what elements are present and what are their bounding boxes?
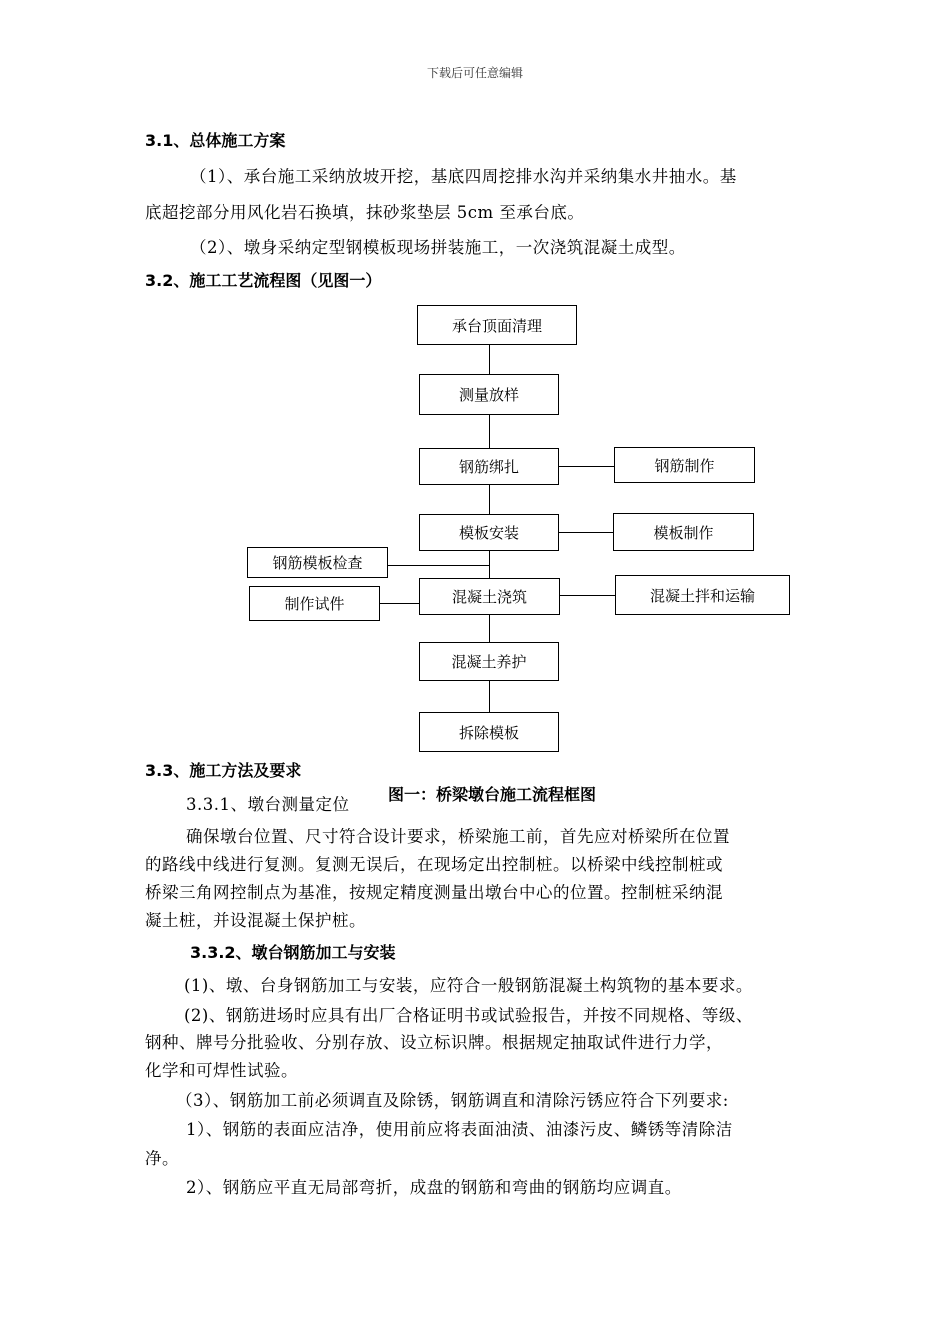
s332-item1: (1)、墩、台身钢筋加工与安装，应符合一般钢筋混凝土构筑物的基本要求。 bbox=[184, 976, 753, 995]
flow-step-7: 拆除模板 bbox=[419, 712, 559, 752]
section-3-3-heading: 3.3、施工方法及要求 bbox=[145, 761, 302, 780]
connector-line bbox=[560, 595, 615, 596]
section-3-2-heading: 3.2、施工工艺流程图（见图一） bbox=[145, 271, 382, 290]
s332-item2-line2: 钢种、牌号分批验收、分别存放、设立标识牌。根据规定抽取试件进行力学， bbox=[145, 1033, 723, 1052]
flow-side-concrete-mixing: 混凝土拌和运输 bbox=[615, 575, 790, 615]
connector-line bbox=[489, 614, 490, 642]
s331-subheading: 3.3.1、墩台测量定位 bbox=[186, 795, 350, 814]
connector-line bbox=[388, 565, 490, 566]
s332-item2-line1: (2)、钢筋进场时应具有出厂合格证明书或试验报告，并按不同规格、等级、 bbox=[184, 1006, 753, 1025]
flow-side-rebar-fabrication: 钢筋制作 bbox=[614, 447, 755, 483]
flow-side-formwork-fabrication: 模板制作 bbox=[613, 513, 754, 551]
s31-para1-line1: （1）、承台施工采纳放坡开挖，基底四周挖排水沟并采纳集水井抽水。基 bbox=[190, 167, 737, 186]
section-3-1-heading: 3.1、总体施工方案 bbox=[145, 131, 286, 150]
s332-subitem1-line2: 净。 bbox=[145, 1149, 179, 1168]
figure-caption: 图一：桥梁墩台施工流程框图 bbox=[388, 785, 597, 804]
connector-line bbox=[380, 603, 420, 604]
connector-line bbox=[489, 414, 490, 448]
flow-step-4: 模板安装 bbox=[419, 514, 559, 551]
s332-subitem2: 2）、钢筋应平直无局部弯折，成盘的钢筋和弯曲的钢筋均应调直。 bbox=[186, 1178, 682, 1197]
connector-line bbox=[489, 344, 490, 374]
s331-para-line3: 桥梁三角网控制点为基准，按规定精度测量出墩台中心的位置。控制桩采纳混 bbox=[145, 883, 723, 902]
page-header: 下载后可任意编辑 bbox=[426, 66, 523, 80]
s332-item2-line3: 化学和可焊性试验。 bbox=[145, 1061, 298, 1080]
flow-step-1: 承台顶面清理 bbox=[417, 305, 577, 345]
s332-subitem1-line1: 1）、钢筋的表面应洁净，使用前应将表面油渍、油漆污皮、鳞锈等清除洁 bbox=[186, 1120, 733, 1139]
flow-step-3: 钢筋绑扎 bbox=[419, 448, 559, 485]
flow-step-2: 测量放样 bbox=[419, 374, 559, 415]
connector-line bbox=[558, 466, 614, 467]
flow-step-5: 混凝土浇筑 bbox=[419, 578, 560, 615]
s332-item3: （3）、钢筋加工前必须调直及除锈，钢筋调直和清除污锈应符合下列要求: bbox=[176, 1091, 729, 1110]
s331-para-line2: 的路线中线进行复测。复测无误后，在现场定出控制桩。以桥梁中线控制桩或 bbox=[145, 855, 723, 874]
connector-line bbox=[489, 484, 490, 514]
flow-step-6: 混凝土养护 bbox=[419, 642, 559, 681]
s31-para2: （2）、墩身采纳定型钢模板现场拼装施工，一次浇筑混凝土成型。 bbox=[190, 238, 686, 257]
connector-line bbox=[489, 680, 490, 712]
s332-subheading: 3.3.2、墩台钢筋加工与安装 bbox=[190, 943, 396, 962]
s331-para-line1: 确保墩台位置、尺寸符合设计要求，桥梁施工前，首先应对桥梁所在位置 bbox=[186, 827, 730, 846]
s31-para1-line2: 底超挖部分用风化岩石换填，抹砂浆垫层 5cm 至承台底。 bbox=[145, 203, 585, 222]
connector-line bbox=[558, 532, 613, 533]
connector-line bbox=[489, 550, 490, 578]
flow-side-inspection: 钢筋模板检查 bbox=[247, 547, 388, 578]
flow-side-test-specimens: 制作试件 bbox=[249, 586, 380, 621]
s331-para-line4: 凝土桩，并设混凝土保护桩。 bbox=[145, 911, 366, 930]
